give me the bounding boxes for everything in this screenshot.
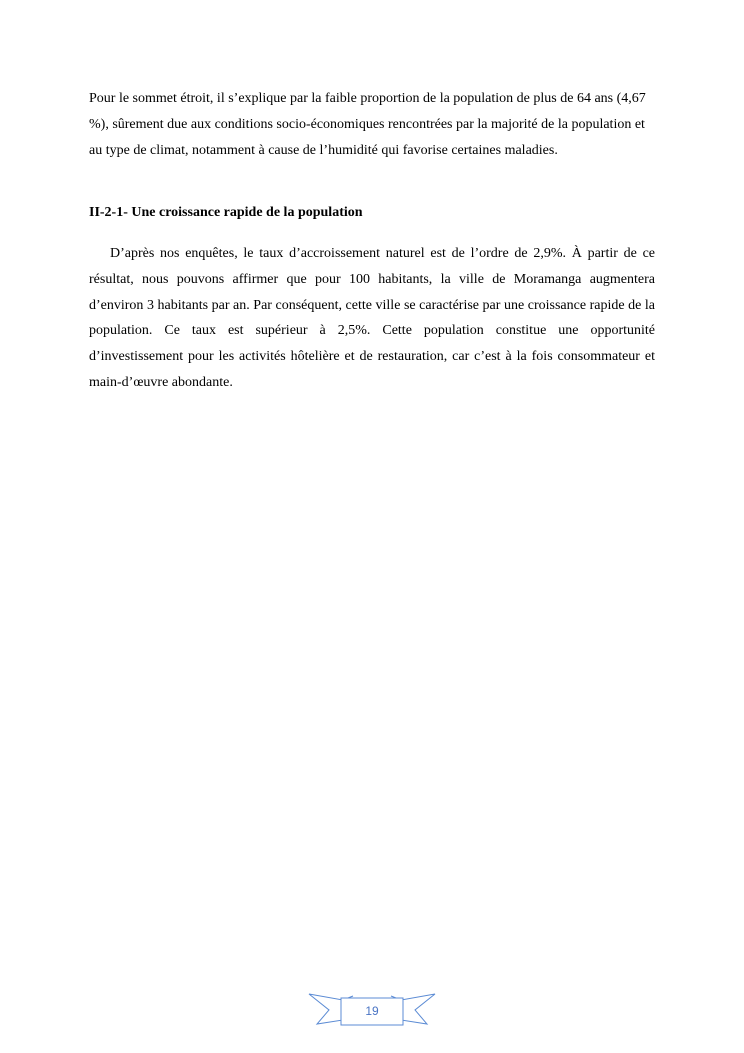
- page-number: 19: [365, 1004, 379, 1018]
- section-heading: II-2-1- Une croissance rapide de la population: [89, 205, 363, 220]
- body-paragraph-1: Pour le sommet étroit, il s’explique par la faible proportion de la population de plus de 64 ans (4,67 %), sûrement due aux conditions socio-économiques rencontrées par la majorité de la population et au type de climat, notamment à cause de l’humidité qui favorise certaines maladies.: [89, 91, 646, 158]
- body-paragraph-2: D’après nos enquêtes, le taux d’accroissement naturel est de l’ordre de 2,9%. À partir de ce résultat, nous pouvons affirmer que pour 100 habitants, la ville de Moramanga augmentera d’environ 3 habitants par an. Par conséquent, cette ville se caractérise par une croissance rapide de la population. Ce taux est supérieur à 2,5%. Cette population constitue une opportunité d’investissement pour les activités hôtelière et de restauration, car c’est à la fois consommateur et main-d’œuvre abondante.: [89, 246, 655, 390]
